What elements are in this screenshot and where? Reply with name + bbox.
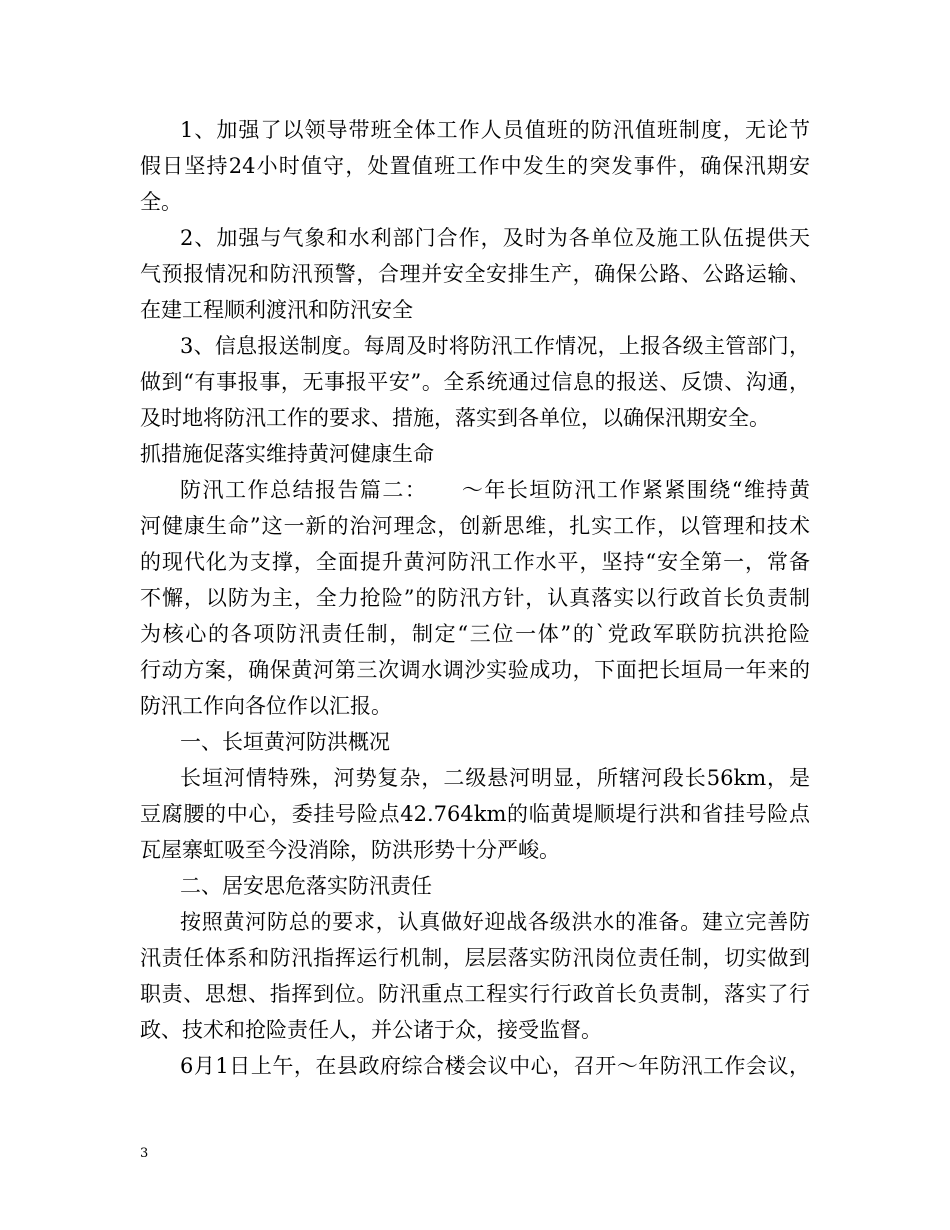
section-heading-overview bbox=[140, 724, 810, 760]
text-line: 及时地将防汛工作的要求、措施，落实到各单位，以确保汛期安全。 bbox=[140, 406, 770, 430]
paragraph-cooperation bbox=[140, 220, 810, 328]
text-line: 行动方案，确保黄河第三次调水调沙实验成功，下面把长垣局一年来的 bbox=[140, 658, 810, 682]
text-line: 3、信息报送制度。每周及时将防汛工作情况，上报各级主管部门， bbox=[180, 334, 810, 358]
text-line: 气预报情况和防汛预警，合理并安全安排生产，确保公路、公路运输、 bbox=[140, 262, 810, 286]
text-line: 1、加强了以领导带班全体工作人员值班的防汛值班制度，无论节 bbox=[180, 118, 810, 142]
text-line: 不懈，以防为主，全力抢险”的防汛方针，认真落实以行政首长负责制 bbox=[140, 586, 810, 610]
section-heading-responsibility bbox=[140, 868, 810, 904]
paragraph-reporting bbox=[140, 328, 810, 436]
text-line: 6月1日上午，在县政府综合楼会议中心，召开～年防汛工作会议， bbox=[180, 1054, 810, 1078]
text-line: 按照黄河防总的要求，认真做好迎战各级洪水的准备。建立完善防 bbox=[180, 910, 810, 934]
text-line: 二、居安思危落实防汛责任 bbox=[180, 874, 432, 898]
text-line: 做到“有事报事，无事报平安”。全系统通过信息的报送、反馈、沟通， bbox=[140, 370, 810, 394]
text-line: 河健康生命”这一新的治河理念，创新思维，扎实工作，以管理和技术 bbox=[140, 514, 810, 538]
text-line: 假日坚持24小时值守，处置值班工作中发生的突发事件，确保汛期安 bbox=[140, 154, 810, 178]
text-line: 一、长垣黄河防洪概况 bbox=[180, 730, 390, 754]
text-line: 豆腐腰的中心，委挂号险点42.764km的临黄堤顺堤行洪和省挂号险点 bbox=[140, 802, 810, 826]
text-line: 职责、思想、指挥到位。防汛重点工程实行行政首长负责制，落实了行 bbox=[140, 982, 810, 1006]
paragraph-responsibility-system bbox=[140, 904, 810, 1048]
text-line: 抓措施促落实维持黄河健康生命 bbox=[140, 442, 434, 466]
paragraph-river-conditions bbox=[140, 760, 810, 868]
document-body bbox=[140, 112, 810, 1084]
text-line: 防汛工作总结报告篇二： ～年长垣防汛工作紧紧围绕“维持黄 bbox=[180, 478, 810, 502]
text-line: 瓦屋寨虹吸至今没消除，防洪形势十分严峻。 bbox=[140, 838, 560, 862]
text-line: 全。 bbox=[140, 190, 182, 214]
paragraph-duty-system bbox=[140, 112, 810, 220]
text-line: 2、加强与气象和水利部门合作，及时为各单位及施工队伍提供天 bbox=[180, 226, 810, 250]
text-line: 的现代化为支撑，全面提升黄河防汛工作水平，坚持“安全第一，常备 bbox=[140, 550, 810, 574]
text-line: 长垣河情特殊，河势复杂，二级悬河明显，所辖河段长56km，是 bbox=[180, 766, 810, 790]
paragraph-meeting bbox=[140, 1048, 810, 1084]
text-line: 在建工程顺利渡汛和防汛安全 bbox=[140, 298, 413, 322]
text-line: 汛责任体系和防汛指挥运行机制，层层落实防汛岗位责任制，切实做到 bbox=[140, 946, 810, 970]
section-title-measures bbox=[140, 436, 810, 472]
text-line: 防汛工作向各位作以汇报。 bbox=[140, 694, 392, 718]
text-line: 政、技术和抢险责任人，并公诸于众，接受监督。 bbox=[140, 1018, 602, 1042]
paragraph-report-part-two bbox=[140, 472, 810, 724]
page-number: 3 bbox=[140, 1146, 149, 1161]
text-line: 为核心的各项防汛责任制，制定“三位一体”的`党政军联防抗洪抢险 bbox=[140, 622, 810, 646]
